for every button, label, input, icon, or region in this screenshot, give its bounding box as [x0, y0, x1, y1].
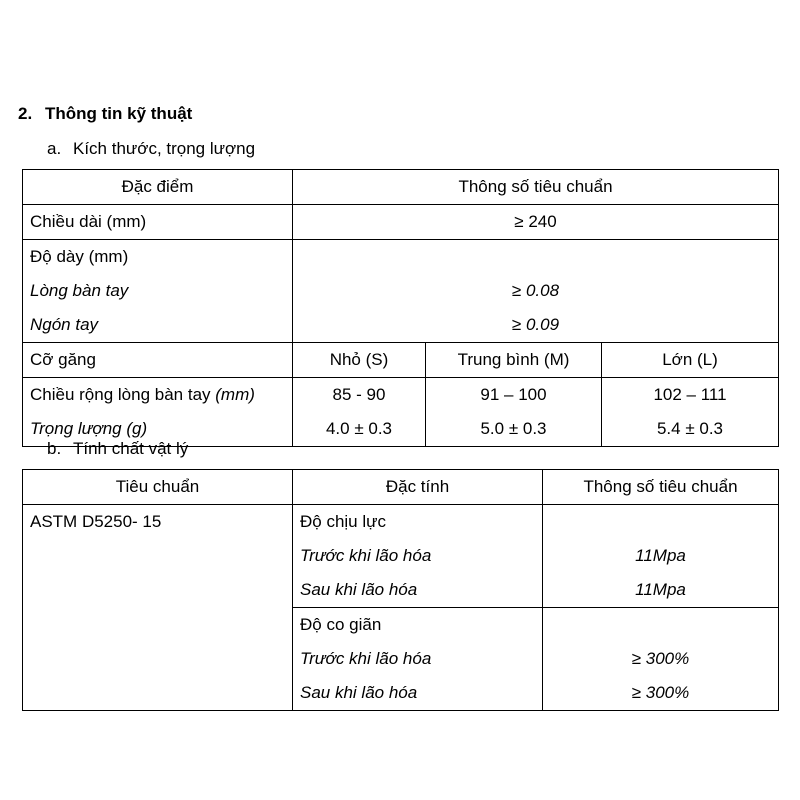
- tensile-values: [543, 505, 779, 608]
- tensile-after-label: Sau khi lão hóa: [300, 580, 418, 599]
- thickness-values-cell: [293, 240, 779, 343]
- weight-s: 4.0 ± 0.3: [325, 419, 393, 438]
- thickness-palm-value: ≥ 0.08: [511, 281, 560, 300]
- table-header-cell: Thông số tiêu chuẩn: [293, 170, 779, 205]
- table-row: [23, 378, 779, 447]
- tensile-label: Độ chịu lực: [300, 512, 387, 531]
- size-details-labels: [23, 378, 293, 447]
- size-s-values: [293, 378, 426, 447]
- subsection-a-title: Kích thước, trọng lượng: [73, 139, 256, 158]
- weight-m: 5.0 ± 0.3: [480, 419, 547, 438]
- palm-width-m: 91 – 100: [480, 385, 547, 404]
- tensile-before-value: 11Mpa: [635, 546, 686, 565]
- section-heading: [18, 104, 192, 124]
- size-m-values: [426, 378, 602, 447]
- elongation-after-value: ≥ 300%: [631, 683, 690, 702]
- thickness-finger-value: ≥ 0.09: [511, 315, 560, 334]
- size-s: Nhỏ (S): [293, 343, 426, 378]
- tensile-labels: [293, 505, 543, 608]
- subsection-b-heading: [47, 439, 188, 459]
- palm-width-unit: (mm): [215, 385, 255, 404]
- subsection-b-title: Tính chất vật lý: [73, 439, 189, 458]
- size-m: Trung bình (M): [426, 343, 602, 378]
- length-label: Chiều dài (mm): [23, 205, 293, 240]
- elongation-before-label: Trước khi lão hóa: [300, 649, 432, 668]
- standard-cell: ASTM D5250- 15: [23, 505, 293, 711]
- physical-properties-table: [22, 469, 779, 711]
- thickness-label: Độ dày (mm): [30, 247, 129, 266]
- table-header-cell: Thông số tiêu chuẩn: [543, 470, 779, 505]
- elongation-after-label: Sau khi lão hóa: [300, 683, 418, 702]
- subsection-b-letter: b.: [47, 439, 62, 458]
- section-number: 2.: [18, 104, 33, 123]
- weight-l: 5.4 ± 0.3: [656, 419, 724, 438]
- size-l: Lớn (L): [602, 343, 779, 378]
- thickness-finger-label: Ngón tay: [30, 315, 99, 334]
- table-header-cell: Đặc điểm: [23, 170, 293, 205]
- length-value: ≥ 240: [293, 205, 779, 240]
- palm-width-label: Chiều rộng lòng bàn tay: [30, 385, 211, 404]
- size-label: Cỡ găng: [23, 343, 293, 378]
- palm-width-label-line: [30, 378, 292, 412]
- section-title: Thông tin kỹ thuật: [45, 104, 193, 123]
- weight-label: Trọng lượng (g): [30, 419, 148, 438]
- table-header-cell: Tiêu chuẩn: [23, 470, 293, 505]
- dimensions-table: [22, 169, 779, 447]
- size-l-values: [602, 378, 779, 447]
- table-row: [23, 170, 779, 205]
- table-row: [23, 505, 779, 608]
- table-row: [23, 470, 779, 505]
- table-header-cell: Đặc tính: [293, 470, 543, 505]
- table-row: [23, 240, 779, 343]
- table-row: [23, 205, 779, 240]
- tensile-after-value: 11Mpa: [635, 580, 686, 599]
- palm-width-s: 85 - 90: [332, 385, 386, 404]
- elongation-before-value: ≥ 300%: [631, 649, 690, 668]
- elongation-labels: [293, 608, 543, 711]
- palm-width-l: 102 – 111: [653, 385, 727, 404]
- thickness-cell: [23, 240, 293, 343]
- table-row: [23, 343, 779, 378]
- subsection-a-heading: [47, 139, 255, 159]
- subsection-a-letter: a.: [47, 139, 62, 158]
- thickness-palm-label: Lòng bàn tay: [30, 281, 129, 300]
- tensile-before-label: Trước khi lão hóa: [300, 546, 432, 565]
- elongation-values: [543, 608, 779, 711]
- elongation-label: Độ co giãn: [300, 615, 382, 634]
